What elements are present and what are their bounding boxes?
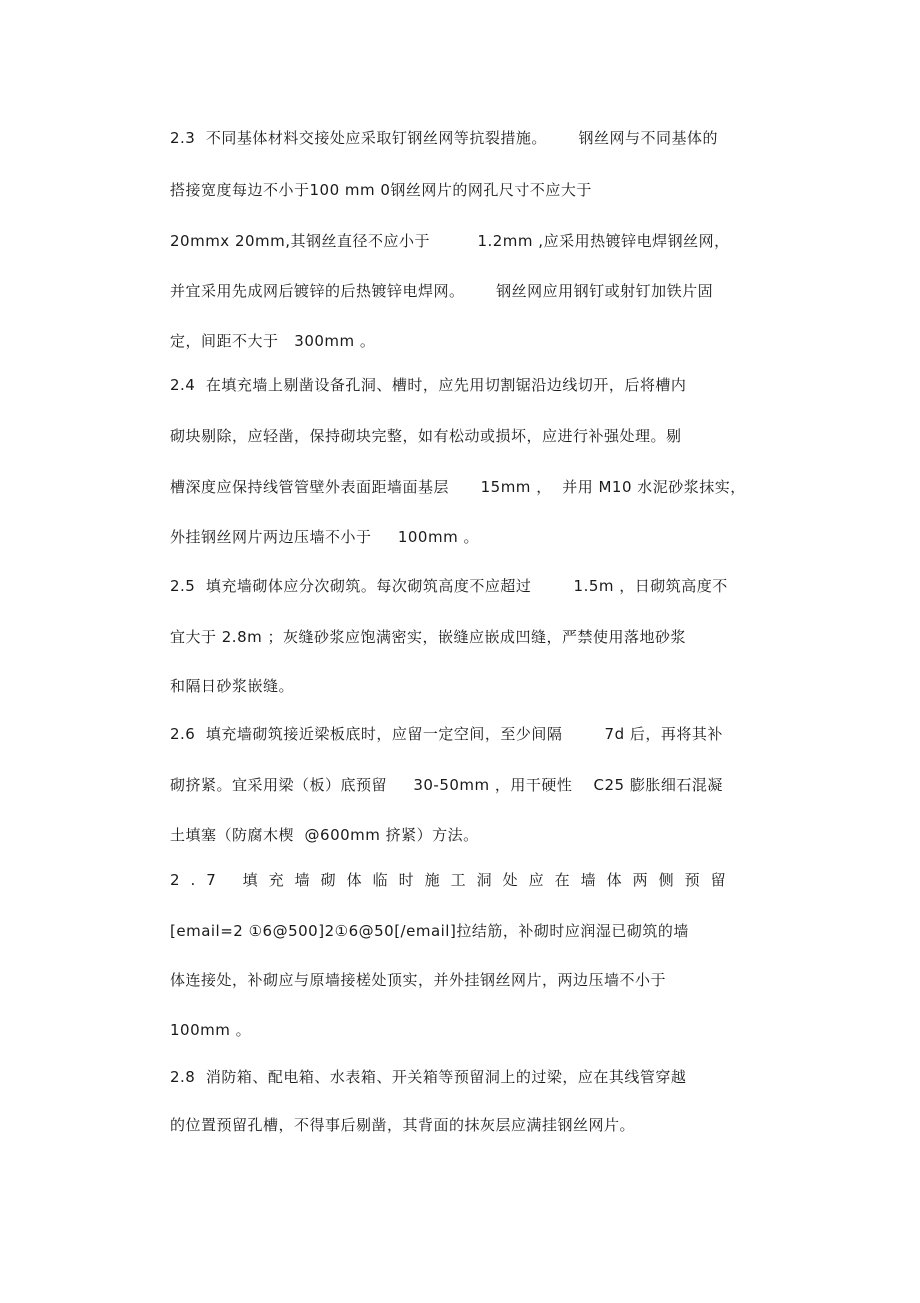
text-line: 2.8 消防箱、配电箱、水表箱、开关箱等预留洞上的过梁，应在其线管穿越 xyxy=(170,1068,687,1086)
text-line: 宜大于 2.8m ；灰缝砂浆应饱满密实，嵌缝应嵌成凹缝，严禁使用落地砂浆 xyxy=(170,628,687,646)
text-line: 槽深度应保持线管管壁外表面距墙面基层 15mm ， 并用 M10 水泥砂浆抹实， xyxy=(170,478,746,496)
text-line: [email=2 ①6@500]2①6@50[/email]拉结筋，补砌时应润湿已砌筑的墙 xyxy=(170,922,689,940)
text-line: 的位置预留孔槽，不得事后剔凿，其背面的抹灰层应满挂钢丝网片。 xyxy=(170,1116,636,1134)
text-line: 砌块剔除，应轻凿，保持砌块完整，如有松动或损坏，应进行补强处理。剔 xyxy=(170,427,682,445)
text-line: 2.4 在填充墙上剔凿设备孔洞、槽时，应先用切割锯沿边线切开，后将槽内 xyxy=(170,376,687,394)
text-line: 100mm 。 xyxy=(170,1021,252,1039)
text-line: 搭接宽度每边不小于100 mm 0钢丝网片的网孔尺寸不应大于 xyxy=(170,181,592,199)
text-line: 并宜采用先成网后镀锌的后热镀锌电焊网。 钢丝网应用钢钉或射钉加铁片固 xyxy=(170,282,714,300)
text-line: 2.3 不同基体材料交接处应采取钉钢丝网等抗裂措施。 钢丝网与不同基体的 xyxy=(170,129,719,147)
text-line: 体连接处，补砌应与原墙接槎处顶实，并外挂钢丝网片，两边压墙不小于 xyxy=(170,971,667,989)
text-line: 外挂钢丝网片两边压墙不小于 100mm 。 xyxy=(170,528,479,546)
text-line: 砌挤紧。宜采用梁（板）底预留 30-50mm ，用干硬性 C25 膨胀细石混凝 xyxy=(170,776,723,794)
text-line: 20mmx 20mm,其钢丝直径不应小于 1.2mm ,应采用热镀锌电焊钢丝网， xyxy=(170,232,730,250)
text-line: 2.7 填充墙砌体临时施工洞处应在墙体两侧预留 xyxy=(170,871,737,889)
text-line: 定，间距不大于 300mm 。 xyxy=(170,332,376,350)
text-line: 2.5 填充墙砌体应分次砌筑。每次砌筑高度不应超过 1.5m ，日砌筑高度不 xyxy=(170,577,728,595)
text-line: 2.6 填充墙砌筑接近梁板底时，应留一定空间，至少间隔 7d 后，再将其补 xyxy=(170,725,723,743)
text-line: 土填塞（防腐木楔 @600mm 挤紧）方法。 xyxy=(170,826,479,844)
text-line: 和隔日砂浆嵌缝。 xyxy=(170,677,295,695)
